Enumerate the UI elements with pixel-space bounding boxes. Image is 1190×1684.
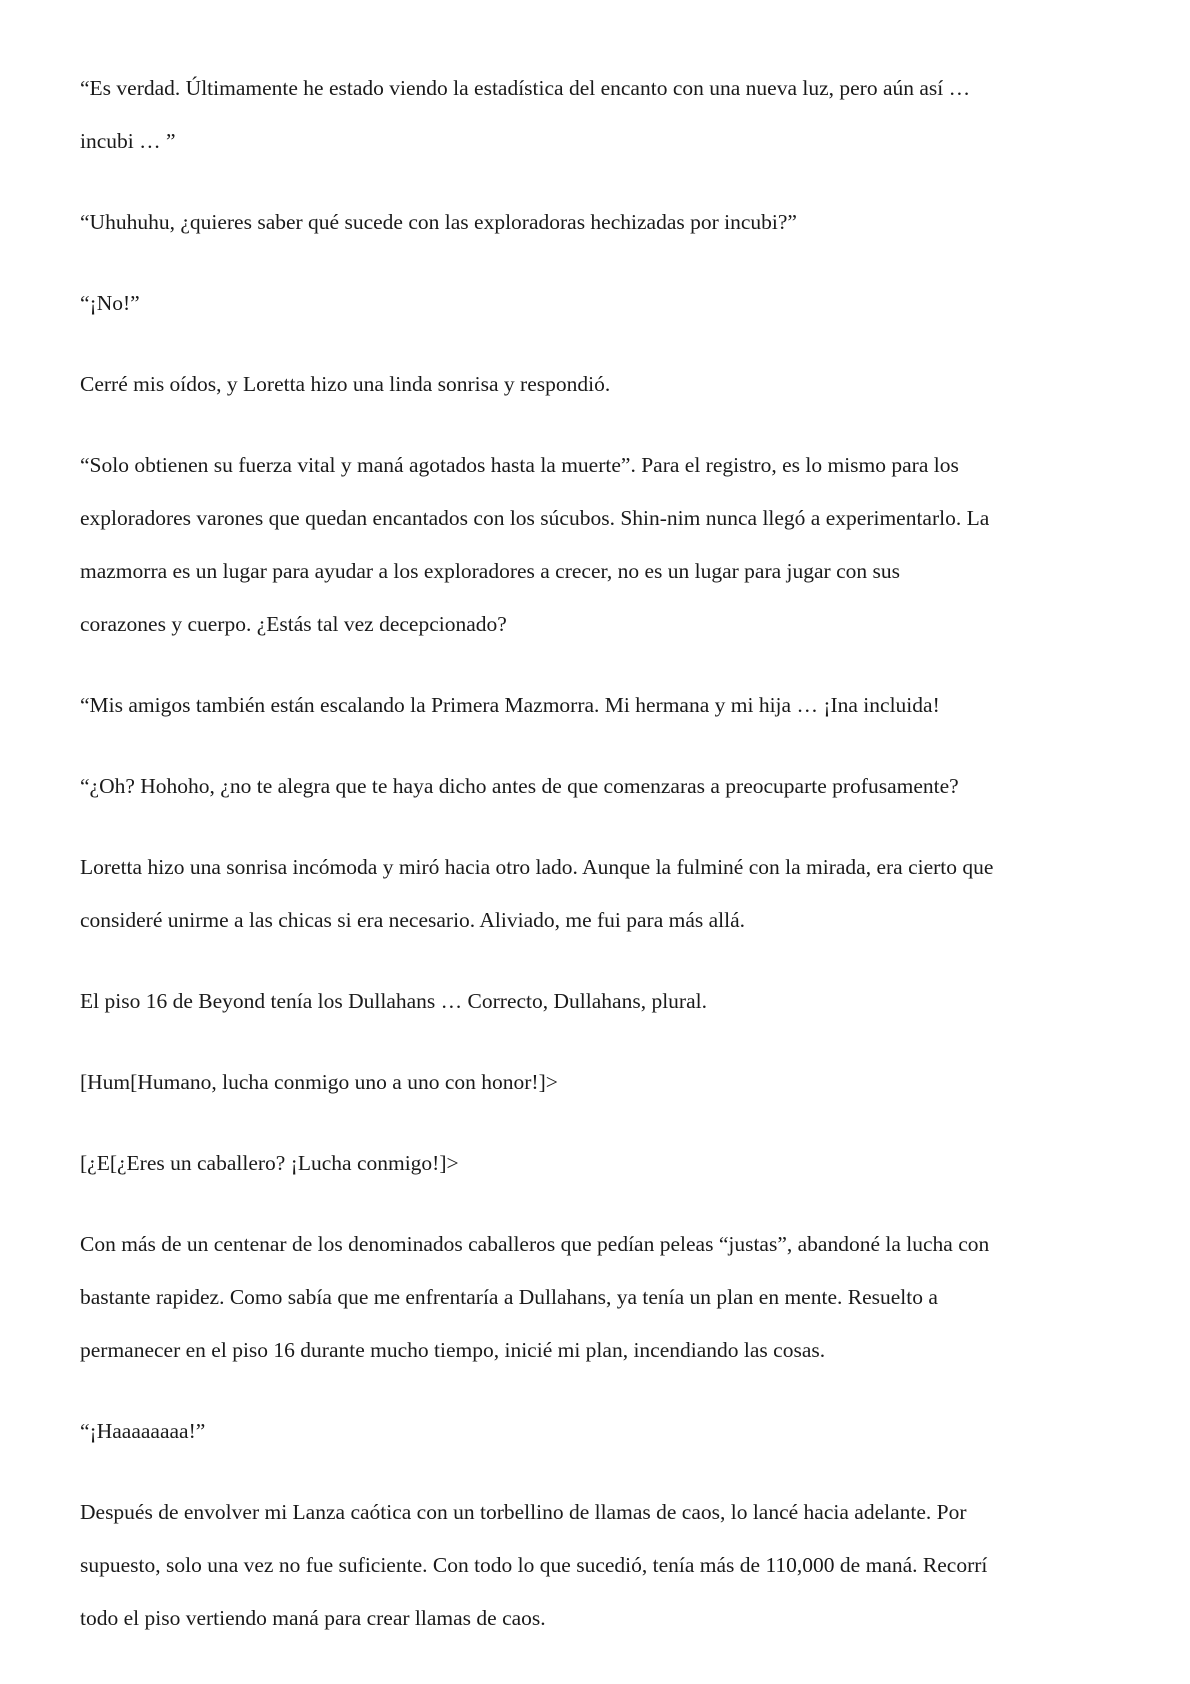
paragraph-line: El piso 16 de Beyond tenía los Dullahans … Correcto, Dullahans, plural. xyxy=(80,989,707,1013)
paragraph-line: Con más de un centenar de los denominados caballeros que pedían peleas “justas”, abandoné la lucha con xyxy=(80,1232,990,1256)
paragraph-line: bastante rapidez. Como sabía que me enfrentaría a Dullahans, ya tenía un plan en mente. Resuelto a xyxy=(80,1285,938,1309)
document-page xyxy=(80,62,1120,1673)
paragraph-4 xyxy=(80,358,1120,411)
paragraph-11 xyxy=(80,1137,1120,1190)
paragraph-9 xyxy=(80,975,1120,1028)
paragraph-line: exploradores varones que quedan encantados con los súcubos. Shin-nim nunca llegó a experimentarlo. La xyxy=(80,506,990,530)
paragraph-line: permanecer en el piso 16 durante mucho tiempo, inicié mi plan, incendiando las cosas. xyxy=(80,1338,826,1362)
paragraph-line: “¿Oh? Hohoho, ¿no te alegra que te haya dicho antes de que comenzaras a preocuparte profusamente? xyxy=(80,774,959,798)
paragraph-line: “¡Haaaaaaaa!” xyxy=(80,1419,206,1443)
paragraph-7 xyxy=(80,760,1120,813)
paragraph-line: corazones y cuerpo. ¿Estás tal vez decepcionado? xyxy=(80,612,507,636)
paragraph-1 xyxy=(80,62,1120,168)
paragraph-line: supuesto, solo una vez no fue suficiente. Con todo lo que sucedió, tenía más de 110,000 de maná. Recorrí xyxy=(80,1553,988,1577)
paragraph-line: “Mis amigos también están escalando la Primera Mazmorra. Mi hermana y mi hija … ¡Ina incluida! xyxy=(80,693,940,717)
paragraph-3 xyxy=(80,277,1120,330)
paragraph-line: Loretta hizo una sonrisa incómoda y miró hacia otro lado. Aunque la fulminé con la mirada, era cierto que xyxy=(80,855,994,879)
paragraph-14 xyxy=(80,1486,1120,1645)
paragraph-line: Cerré mis oídos, y Loretta hizo una linda sonrisa y respondió. xyxy=(80,372,611,396)
paragraph-10 xyxy=(80,1056,1120,1109)
paragraph-line: incubi … ” xyxy=(80,129,176,153)
paragraph-line: “Solo obtienen su fuerza vital y maná agotados hasta la muerte”. Para el registro, es lo mismo para los xyxy=(80,453,959,477)
paragraph-2 xyxy=(80,196,1120,249)
paragraph-13 xyxy=(80,1405,1120,1458)
paragraph-line: [Hum[Humano, lucha conmigo uno a uno con honor!]> xyxy=(80,1070,558,1094)
paragraph-6 xyxy=(80,679,1120,732)
paragraph-5 xyxy=(80,439,1120,651)
paragraph-line: todo el piso vertiendo maná para crear llamas de caos. xyxy=(80,1606,546,1630)
paragraph-8 xyxy=(80,841,1120,947)
paragraph-line: mazmorra es un lugar para ayudar a los exploradores a crecer, no es un lugar para jugar con sus xyxy=(80,559,900,583)
paragraph-line: Después de envolver mi Lanza caótica con un torbellino de llamas de caos, lo lancé hacia adelante. Por xyxy=(80,1500,967,1524)
paragraph-line: “Uhuhuhu, ¿quieres saber qué sucede con las exploradoras hechizadas por incubi?” xyxy=(80,210,797,234)
paragraph-line: “¡No!” xyxy=(80,291,140,315)
paragraph-line: [¿E[¿Eres un caballero? ¡Lucha conmigo!]> xyxy=(80,1151,459,1175)
paragraph-line: “Es verdad. Últimamente he estado viendo la estadística del encanto con una nueva luz, pero aún así … xyxy=(80,76,971,100)
paragraph-12 xyxy=(80,1218,1120,1377)
paragraph-line: consideré unirme a las chicas si era necesario. Aliviado, me fui para más allá. xyxy=(80,908,746,932)
